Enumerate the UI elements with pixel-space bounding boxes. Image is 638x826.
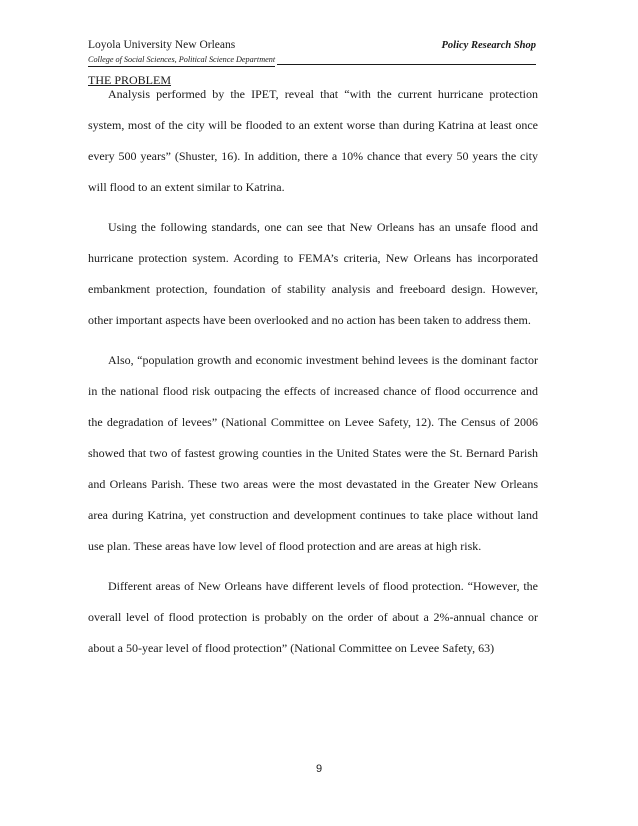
paragraph-fema-standards: Using the following standards, one can see that New Orleans has an unsafe flood and hurricane protection system. Acording to FEMA’s criteria, New Orleans has incorporated embankment protection, foundation of stability analysis and freeboard design. However, other important aspects have been overlooked and no action has been taken to address them. [88,220,538,327]
document-body [88,72,538,664]
header-rule [277,64,536,65]
header-department-line [88,54,536,67]
header-institution: Loyola University New Orleans [88,39,236,51]
page-header [88,38,536,67]
header-shop: Policy Research Shop [441,40,536,51]
header-department: College of Social Sciences, Political Science Department [88,54,275,67]
paragraph-protection-levels: Different areas of New Orleans have different levels of flood protection. “However, the overall level of flood protection is probably on the order of about a 2%-annual chance or about a 50-year level of flood protection” (National Committee on Levee Safety, 63) [88,579,538,655]
paragraph-ipet-analysis: Analysis performed by the IPET, reveal that “with the current hurricane protection system, most of the city will be flooded to an extent worse than during Katrina at least once every 500 years” (Shuster, 16). In addition, there a 10% chance that every 50 years the city will flood to an extent similar to Katrina. [88,87,538,194]
section-heading: THE PROBLEM [88,73,172,87]
header-row [88,38,536,53]
paragraph-population-growth: Also, “population growth and economic investment behind levees is the dominant factor in the national flood risk outpacing the effects of increased chance of flood occurrence and the degradation of levees” (National Committee on Levee Safety, 12). The Census of 2006 showed that two of fastest growing counties in the United States were the St. Bernard Parish and Orleans Parish. These two areas were the most devastated in the Greater New Orleans area during Katrina, yet construction and development continues to take place without land use plan. These areas have low level of flood protection and are areas at high risk. [88,353,538,553]
page-number: 9 [315,763,323,775]
